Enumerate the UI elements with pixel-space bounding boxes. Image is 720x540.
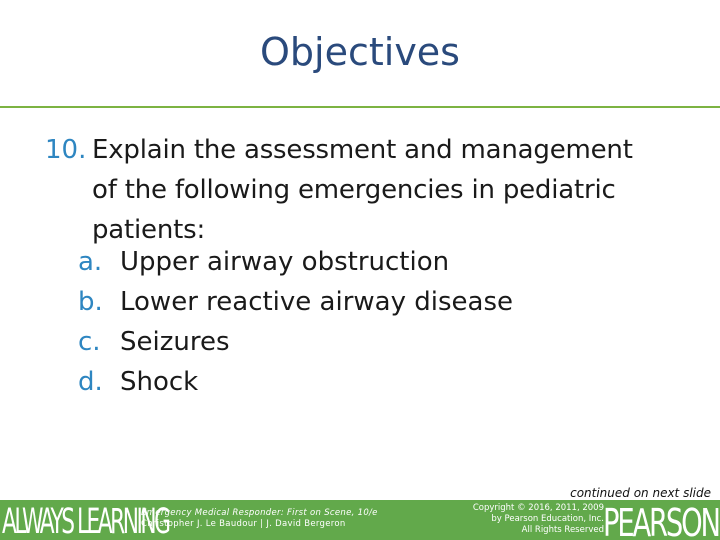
always-learning-tagline: ALWAYS LEARNING xyxy=(2,502,169,540)
footer-bar xyxy=(0,500,720,540)
sub-objective-item xyxy=(78,242,513,282)
pearson-logo: PEARSON xyxy=(603,501,719,540)
objective-item xyxy=(45,130,705,250)
copyright-line: All Rights Reserved xyxy=(521,525,604,535)
sub-objective-text: Upper airway obstruction xyxy=(120,247,450,277)
sub-objective-text: Lower reactive airway disease xyxy=(120,287,513,317)
objective-block xyxy=(45,130,705,250)
sub-objective-item xyxy=(78,282,513,322)
sub-objective-letter: a. xyxy=(78,247,103,277)
slide-title: Objectives xyxy=(260,30,460,74)
book-credit xyxy=(141,508,378,530)
sub-objective-letter: b. xyxy=(78,287,103,317)
sub-objective-item xyxy=(78,362,513,402)
copyright-notice xyxy=(420,503,604,536)
sub-objective-text: Seizures xyxy=(120,327,230,357)
objective-text: Explain the assessment and management of the following emergencies in pediatric patients: xyxy=(92,135,633,245)
sub-objective-item xyxy=(78,322,513,362)
copyright-line: by Pearson Education, Inc. xyxy=(491,514,604,524)
sub-objective-text: Shock xyxy=(120,367,199,397)
sub-objective-letter: d. xyxy=(78,367,103,397)
book-title: Emergency Medical Responder: First on Scene, 10/e xyxy=(141,508,378,518)
book-authors: Christopher J. Le Baudour | J. David Bergeron xyxy=(141,519,346,529)
objective-number: 10. xyxy=(45,135,87,165)
sub-objective-list xyxy=(78,242,513,402)
title-divider xyxy=(0,106,720,108)
continued-note: continued on next slide xyxy=(570,486,711,500)
sub-objective-letter: c. xyxy=(78,327,101,357)
copyright-line: Copyright © 2016, 2011, 2009 xyxy=(472,503,604,513)
